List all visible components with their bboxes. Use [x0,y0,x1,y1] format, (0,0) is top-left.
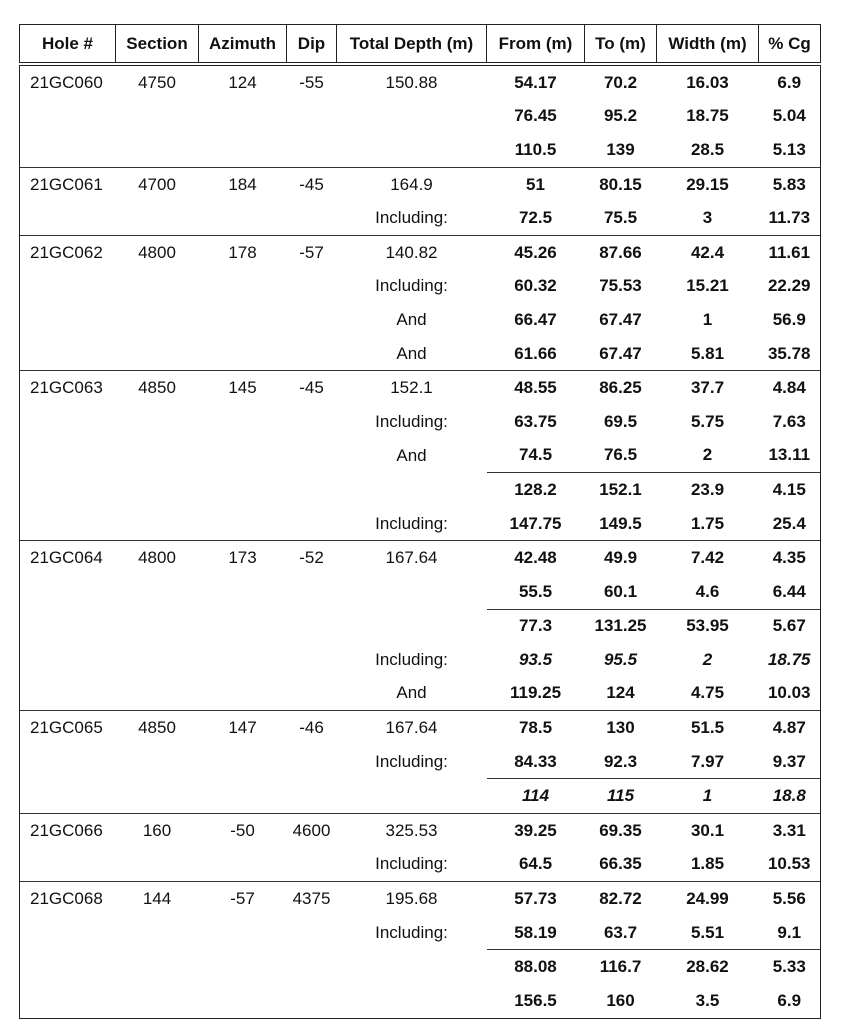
cell-cg: 4.15 [759,473,821,507]
cell-from: 57.73 [487,882,585,916]
cell-azimuth [199,575,287,609]
cell-section: 4850 [116,711,199,745]
cell-from: 39.25 [487,814,585,848]
cell-to: 116.7 [585,950,657,984]
cell-hole: 21GC064 [20,541,116,575]
cell-azimuth: 184 [199,167,287,201]
cell-width: 2 [702,649,713,669]
cell-from: 60.32 [514,276,557,296]
cell-azimuth [199,201,287,235]
cell-total-depth [337,984,487,1018]
cell-total-depth: 325.53 [337,814,487,848]
cell-section [116,507,199,541]
cell-section: 144 [116,882,199,916]
cell-width: 5.51 [690,922,725,942]
cell-dip [287,270,337,304]
cell-width: 23.9 [657,473,759,507]
header-hole: Hole # [20,25,116,65]
table-row [20,100,821,134]
cell-width: 37.7 [657,371,759,405]
cell-from: 84.33 [514,751,557,771]
table-row [20,848,821,882]
cell-azimuth [199,950,287,984]
cell-azimuth: 178 [199,235,287,269]
cell-cg: 3.31 [759,814,821,848]
cell-from: 77.3 [487,609,585,643]
table-body [20,64,821,1018]
cell-azimuth [199,677,287,711]
cell-cg: 22.29 [759,270,821,304]
cell-section [116,779,199,814]
cell-hole [20,270,116,304]
cell-section [116,303,199,337]
header-row [20,25,821,65]
cell-width: 7.42 [657,541,759,575]
cell-to: 75.53 [599,276,642,296]
cell-hole [20,507,116,541]
cell-hole: 21GC060 [20,64,116,100]
header-total-depth: Total Depth (m) [337,25,487,65]
cell-hole: 21GC066 [20,814,116,848]
cell-total-depth: And [396,309,427,329]
cell-dip: -52 [287,541,337,575]
cell-total-depth: 140.82 [337,235,487,269]
cell-total-depth: And [396,445,427,465]
cell-hole [20,405,116,439]
cell-dip: -45 [287,371,337,405]
cell-dip [287,916,337,950]
cell-total-depth [337,575,487,609]
cell-width: 28.62 [657,950,759,984]
cell-dip: -46 [287,711,337,745]
cell-hole: 21GC065 [20,711,116,745]
cell-from: 72.5 [518,208,553,228]
cell-hole [20,439,116,473]
cell-azimuth [199,405,287,439]
cell-hole: 21GC068 [20,882,116,916]
cell-cg: 18.8 [759,779,821,814]
cell-dip [287,473,337,507]
cell-width: 1.75 [690,513,725,533]
cell-from: 78.5 [487,711,585,745]
cell-hole [20,303,116,337]
cell-to: 131.25 [585,609,657,643]
cell-total-depth: Including: [375,854,448,874]
cell-azimuth: 173 [199,541,287,575]
cell-cg: 11.73 [759,201,821,235]
cell-dip [287,779,337,814]
cell-cg: 5.83 [759,167,821,201]
table-row [20,984,821,1018]
cell-azimuth [199,270,287,304]
cell-from: 58.19 [514,922,557,942]
cell-hole [20,100,116,134]
cell-section [116,201,199,235]
table-row [20,303,821,337]
table-row [20,643,821,677]
cell-azimuth [199,745,287,779]
table-row [20,64,821,100]
cell-hole [20,133,116,167]
cell-hole [20,950,116,984]
cell-dip: -57 [287,235,337,269]
cell-from: 114 [487,779,585,814]
header-cg: % Cg [759,25,821,65]
cell-to: 66.35 [599,854,642,874]
cell-section [116,609,199,643]
header-to: To (m) [585,25,657,65]
cell-azimuth [199,916,287,950]
cell-total-depth: 152.1 [337,371,487,405]
cell-to: 80.15 [585,167,657,201]
cell-width: 5.75 [690,411,725,431]
cell-to: 67.47 [599,309,642,329]
cell-section [116,916,199,950]
cell-section [116,337,199,371]
cell-width: 16.03 [657,64,759,100]
table-row [20,745,821,779]
cell-hole [20,643,116,677]
cell-total-depth: And [396,343,427,363]
cell-cg: 10.03 [759,677,821,711]
cell-total-depth [337,100,487,134]
cell-width: 51.5 [657,711,759,745]
cell-from: 76.45 [514,106,557,126]
table-row [20,167,821,201]
cell-to: 95.5 [603,649,638,669]
cell-dip: -55 [287,64,337,100]
table-row [20,235,821,269]
cell-width: 3.5 [657,984,759,1018]
cell-to: 60.1 [603,581,638,601]
cell-azimuth: -50 [199,814,287,848]
cell-from: 119.25 [509,683,562,703]
cell-azimuth [199,609,287,643]
cell-cg: 6.9 [759,984,821,1018]
cell-to: 115 [585,779,657,814]
cell-hole [20,848,116,882]
cell-from: 64.5 [518,854,553,874]
cell-section [116,848,199,882]
cell-from: 55.5 [518,581,553,601]
cell-from: 63.75 [514,411,557,431]
cell-from: 61.66 [514,343,557,363]
cell-total-depth: Including: [375,276,448,296]
table-row [20,405,821,439]
cell-to: 69.5 [603,411,638,431]
cell-dip [287,337,337,371]
cell-dip: 4375 [287,882,337,916]
cell-to: 130 [585,711,657,745]
table-row [20,814,821,848]
cell-section [116,950,199,984]
cell-width: 15.21 [686,276,729,296]
cell-from: 54.17 [487,64,585,100]
cell-to: 63.7 [603,922,638,942]
cell-to: 139 [606,139,635,159]
cell-dip [287,848,337,882]
cell-hole [20,984,116,1018]
cell-from: 128.2 [487,473,585,507]
cell-dip [287,133,337,167]
cell-hole [20,473,116,507]
header-azimuth: Azimuth [199,25,287,65]
cell-from: 51 [487,167,585,201]
cell-cg: 5.04 [759,100,821,134]
cell-total-depth: Including: [375,513,448,533]
cell-cg: 10.53 [759,848,821,882]
cell-cg: 4.87 [759,711,821,745]
cell-cg: 6.9 [759,64,821,100]
table-row [20,371,821,405]
table-row [20,439,821,473]
cell-to: 69.35 [585,814,657,848]
cell-hole: 21GC061 [20,167,116,201]
cell-dip [287,507,337,541]
cell-section: 4750 [116,64,199,100]
cell-azimuth [199,100,287,134]
table-row [20,133,821,167]
cell-dip [287,201,337,235]
cell-cg: 5.33 [759,950,821,984]
table-row [20,201,821,235]
cell-to: 92.3 [603,751,638,771]
table-row [20,711,821,745]
cell-from: 156.5 [487,984,585,1018]
cell-cg: 13.11 [759,439,821,473]
cell-cg: 25.4 [759,507,821,541]
cell-cg: 56.9 [759,303,821,337]
cell-total-depth: Including: [375,208,448,228]
cell-width: 29.15 [657,167,759,201]
cell-section [116,473,199,507]
cell-dip [287,303,337,337]
cell-dip [287,100,337,134]
cell-dip: -45 [287,167,337,201]
cell-section [116,745,199,779]
cell-width: 7.97 [690,751,725,771]
cell-width: 4.6 [695,581,720,601]
cell-from: 74.5 [518,445,553,465]
table-row [20,507,821,541]
cell-azimuth [199,337,287,371]
cell-azimuth: 147 [199,711,287,745]
cell-section [116,575,199,609]
cell-cg: 5.67 [759,609,821,643]
cell-dip [287,950,337,984]
cell-azimuth [199,779,287,814]
cell-hole [20,201,116,235]
cell-width: 24.99 [657,882,759,916]
cell-section [116,643,199,677]
cell-section: 4850 [116,371,199,405]
cell-section [116,677,199,711]
cell-hole: 21GC062 [20,235,116,269]
cell-to: 70.2 [585,64,657,100]
cell-cg: 9.1 [759,916,821,950]
cell-section: 4800 [116,541,199,575]
cell-width: 3 [702,208,713,228]
table-row [20,541,821,575]
cell-dip: 4600 [287,814,337,848]
cell-width: 18.75 [686,106,729,126]
cell-dip [287,984,337,1018]
table-row [20,779,821,814]
cell-width: 4.75 [690,683,725,703]
cell-cg: 4.84 [759,371,821,405]
cell-total-depth [337,133,487,167]
cell-to: 95.2 [603,106,638,126]
cell-section: 160 [116,814,199,848]
header-width: Width (m) [657,25,759,65]
header-dip: Dip [287,25,337,65]
cell-cg: 7.63 [759,405,821,439]
header-section: Section [116,25,199,65]
cell-total-depth: And [396,683,427,703]
cell-from: 48.55 [487,371,585,405]
cell-from: 88.08 [487,950,585,984]
cell-to: 160 [585,984,657,1018]
cell-azimuth [199,439,287,473]
cell-dip [287,745,337,779]
cell-width: 1.85 [690,854,725,874]
table-row [20,950,821,984]
cell-dip [287,643,337,677]
cell-to: 82.72 [585,882,657,916]
cell-to: 87.66 [585,235,657,269]
cell-total-depth: 164.9 [337,167,487,201]
cell-section [116,439,199,473]
cell-hole [20,779,116,814]
cell-width: 42.4 [657,235,759,269]
cell-azimuth [199,507,287,541]
table-row [20,677,821,711]
cell-width: 53.95 [657,609,759,643]
cell-azimuth [199,473,287,507]
table-row [20,575,821,609]
cell-width: 30.1 [657,814,759,848]
cell-width: 5.81 [690,343,725,363]
cell-to: 86.25 [585,371,657,405]
cell-dip [287,575,337,609]
cell-to: 149.5 [599,513,642,533]
cell-total-depth: Including: [375,751,448,771]
cell-width: 1 [702,309,713,329]
cell-cg: 5.13 [759,133,821,167]
cell-section: 4700 [116,167,199,201]
cell-hole [20,575,116,609]
table-row [20,882,821,916]
cell-total-depth [337,609,487,643]
cell-total-depth: Including: [375,922,448,942]
cell-from: 93.5 [518,649,553,669]
drill-results-table [19,24,821,1019]
cell-to: 124 [606,683,635,703]
cell-cg: 4.35 [759,541,821,575]
table-row [20,337,821,371]
cell-from: 147.75 [509,513,562,533]
cell-azimuth [199,984,287,1018]
cell-total-depth: 167.64 [337,541,487,575]
table-row [20,916,821,950]
cell-dip [287,609,337,643]
cell-dip [287,439,337,473]
cell-to: 76.5 [603,445,638,465]
cell-section [116,270,199,304]
cell-from: 110.5 [514,139,557,159]
cell-section [116,984,199,1018]
cell-section [116,100,199,134]
cell-total-depth: Including: [375,649,448,669]
cell-from: 66.47 [514,309,557,329]
cell-total-depth [337,950,487,984]
cell-section: 4800 [116,235,199,269]
cell-from: 45.26 [487,235,585,269]
cell-width: 2 [702,445,713,465]
cell-azimuth [199,303,287,337]
table-row [20,270,821,304]
cell-to: 67.47 [599,343,642,363]
cell-hole [20,916,116,950]
cell-width: 1 [657,779,759,814]
cell-total-depth [337,473,487,507]
cell-total-depth: 150.88 [337,64,487,100]
cell-section [116,133,199,167]
cell-hole [20,677,116,711]
header-from: From (m) [487,25,585,65]
cell-total-depth [337,779,487,814]
cell-cg: 11.61 [759,235,821,269]
cell-section [116,405,199,439]
cell-from: 42.48 [487,541,585,575]
cell-azimuth: 124 [199,64,287,100]
cell-hole: 21GC063 [20,371,116,405]
cell-to: 152.1 [585,473,657,507]
cell-cg: 5.56 [759,882,821,916]
cell-total-depth: 167.64 [337,711,487,745]
cell-azimuth [199,133,287,167]
cell-cg: 9.37 [759,745,821,779]
cell-dip [287,677,337,711]
cell-width: 28.5 [690,139,725,159]
table-row [20,473,821,507]
cell-dip [287,405,337,439]
cell-to: 49.9 [585,541,657,575]
cell-hole [20,337,116,371]
cell-to: 75.5 [603,208,638,228]
cell-total-depth: Including: [375,411,448,431]
cell-cg: 18.75 [759,643,821,677]
cell-cg: 6.44 [759,575,821,609]
cell-azimuth: 145 [199,371,287,405]
cell-total-depth: 195.68 [337,882,487,916]
cell-hole [20,745,116,779]
cell-azimuth [199,643,287,677]
cell-cg: 35.78 [759,337,821,371]
cell-azimuth: -57 [199,882,287,916]
table-row [20,609,821,643]
cell-azimuth [199,848,287,882]
cell-hole [20,609,116,643]
